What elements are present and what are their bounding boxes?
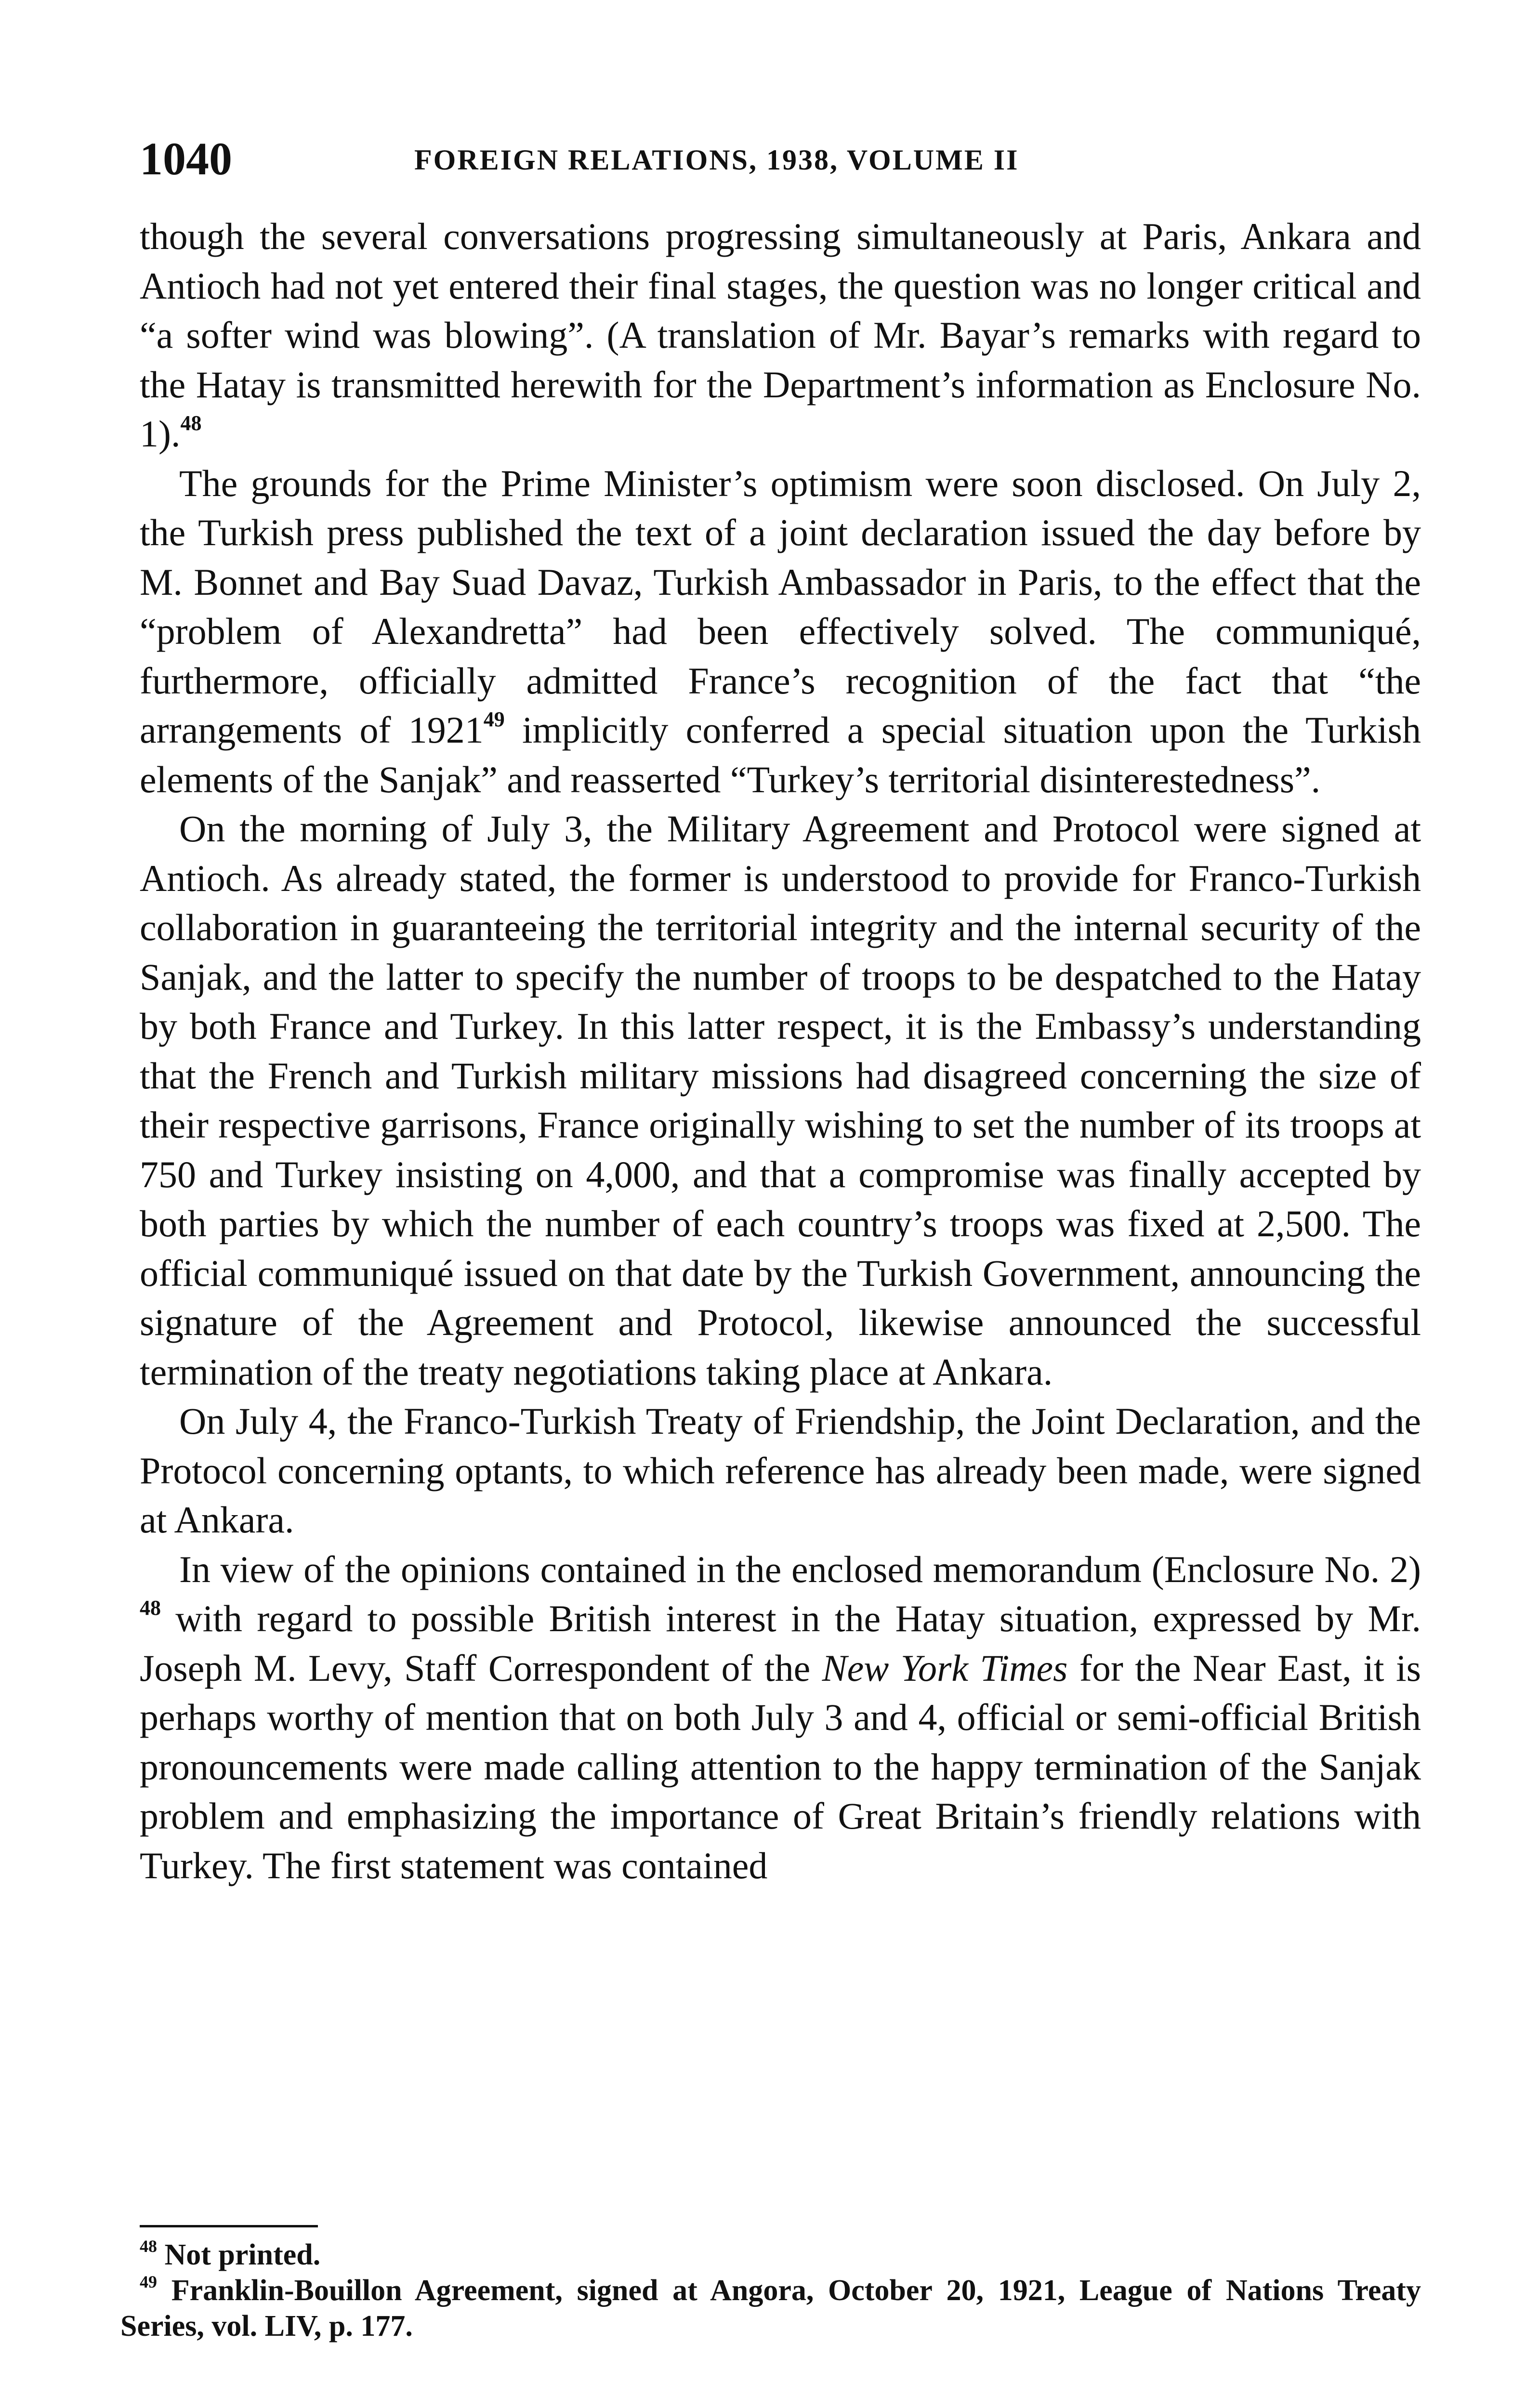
footnote-reference: 48 xyxy=(140,1596,161,1620)
body-paragraph xyxy=(140,212,1421,459)
body-paragraph xyxy=(140,804,1421,1397)
footnote-reference: 48 xyxy=(180,411,202,435)
footnote-mark: 49 xyxy=(140,2272,157,2291)
page-header xyxy=(140,130,1421,188)
paragraph-text: implicitly conferred a special situation upon the Turkish elements of the Sanjak” and reasserted “Turkey’s territorial disinterestedness”. xyxy=(140,709,1421,800)
footnote-text: Franklin-Bouillon Agreement, signed at Angora, October 20, 1921, League of Nations Treaty Series, vol. LIV, p. 177. xyxy=(120,2274,1421,2343)
page-number: 1040 xyxy=(140,133,232,184)
paragraph-text: The grounds for the Prime Minister’s optimism were soon disclosed. On July 2, the Turkish press published the text of a joint declaration issued the day before by M. Bonnet and Bay Suad Davaz, Turkish Ambassador in Paris, to the effect that the “problem of Alexandretta” had been effectively solved. The communiqué, furthermore, officially admitted France’s recognition of the fact that “the arrangements of 1921 xyxy=(140,462,1421,751)
footnote xyxy=(120,2237,1421,2273)
footnote-mark: 48 xyxy=(140,2237,157,2256)
body-paragraph xyxy=(140,459,1421,805)
footnotes xyxy=(120,2237,1421,2344)
body-paragraph xyxy=(140,1545,1421,1891)
body-paragraph xyxy=(140,1397,1421,1545)
italic-title: New York Times xyxy=(822,1647,1068,1689)
paragraph-text: On the morning of July 3, the Military Agreement and Protocol were signed at Antioch. As already stated, the former is understood to provide for Franco-Turkish collaboration in guaranteeing the territorial integrity and the internal security of the Sanjak, and the latter to specify the number of troops to be despatched to the Hatay by both France and Turkey. In this latter respect, it is the Embassy’s understanding that the French and Turkish military missions had disagreed concerning the size of their respective garrisons, France originally wishing to set the number of its troops at 750 and Turkey insisting on 4,000, and that a compromise was finally accepted by both parties by which the number of each country’s troops was fixed at 2,500. The official communiqué issued on that date by the Turkish Government, announcing the signature of the Agreement and Protocol, likewise announced the successful termination of the treaty negotiations taking place at Ankara. xyxy=(140,808,1421,1393)
paragraph-text: On July 4, the Franco-Turkish Treaty of Friendship, the Joint Declaration, and the Protocol concerning optants, to which reference has already been made, were signed at Ankara. xyxy=(140,1400,1421,1541)
running-head: FOREIGN RELATIONS, 1938, VOLUME II xyxy=(414,144,1019,176)
body-text xyxy=(140,212,1421,1890)
paragraph-text: though the several conversations progressing simultaneously at Paris, Ankara and Antioch had not yet entered their final stages, the question was no longer critical and “a softer wind was blowing”. (A translation of Mr. Bayar’s remarks with regard to the Hatay is transmitted herewith for the Department’s information as Enclosure No. 1). xyxy=(140,215,1421,455)
footnote-text: Not printed. xyxy=(157,2238,321,2271)
paragraph-text: In view of the opinions contained in the enclosed memorandum (Enclosure No. 2) xyxy=(179,1548,1421,1590)
paragraph-text: with regard to possible British interest in the Hatay situation, expressed by Mr. Joseph M. Levy, Staff Correspondent of the xyxy=(140,1597,1421,1689)
footnote-reference: 49 xyxy=(483,707,505,731)
footnote xyxy=(120,2273,1421,2344)
footnote-rule xyxy=(140,2225,318,2227)
paragraph-text: for the Near East, it is perhaps worthy of mention that on both July 3 and 4, official or semi-official British pronouncements were made calling attention to the happy termination of the Sanjak problem and emphasizing the importance of Great Britain’s friendly relations with Turkey. The first statement was contained xyxy=(140,1647,1421,1886)
